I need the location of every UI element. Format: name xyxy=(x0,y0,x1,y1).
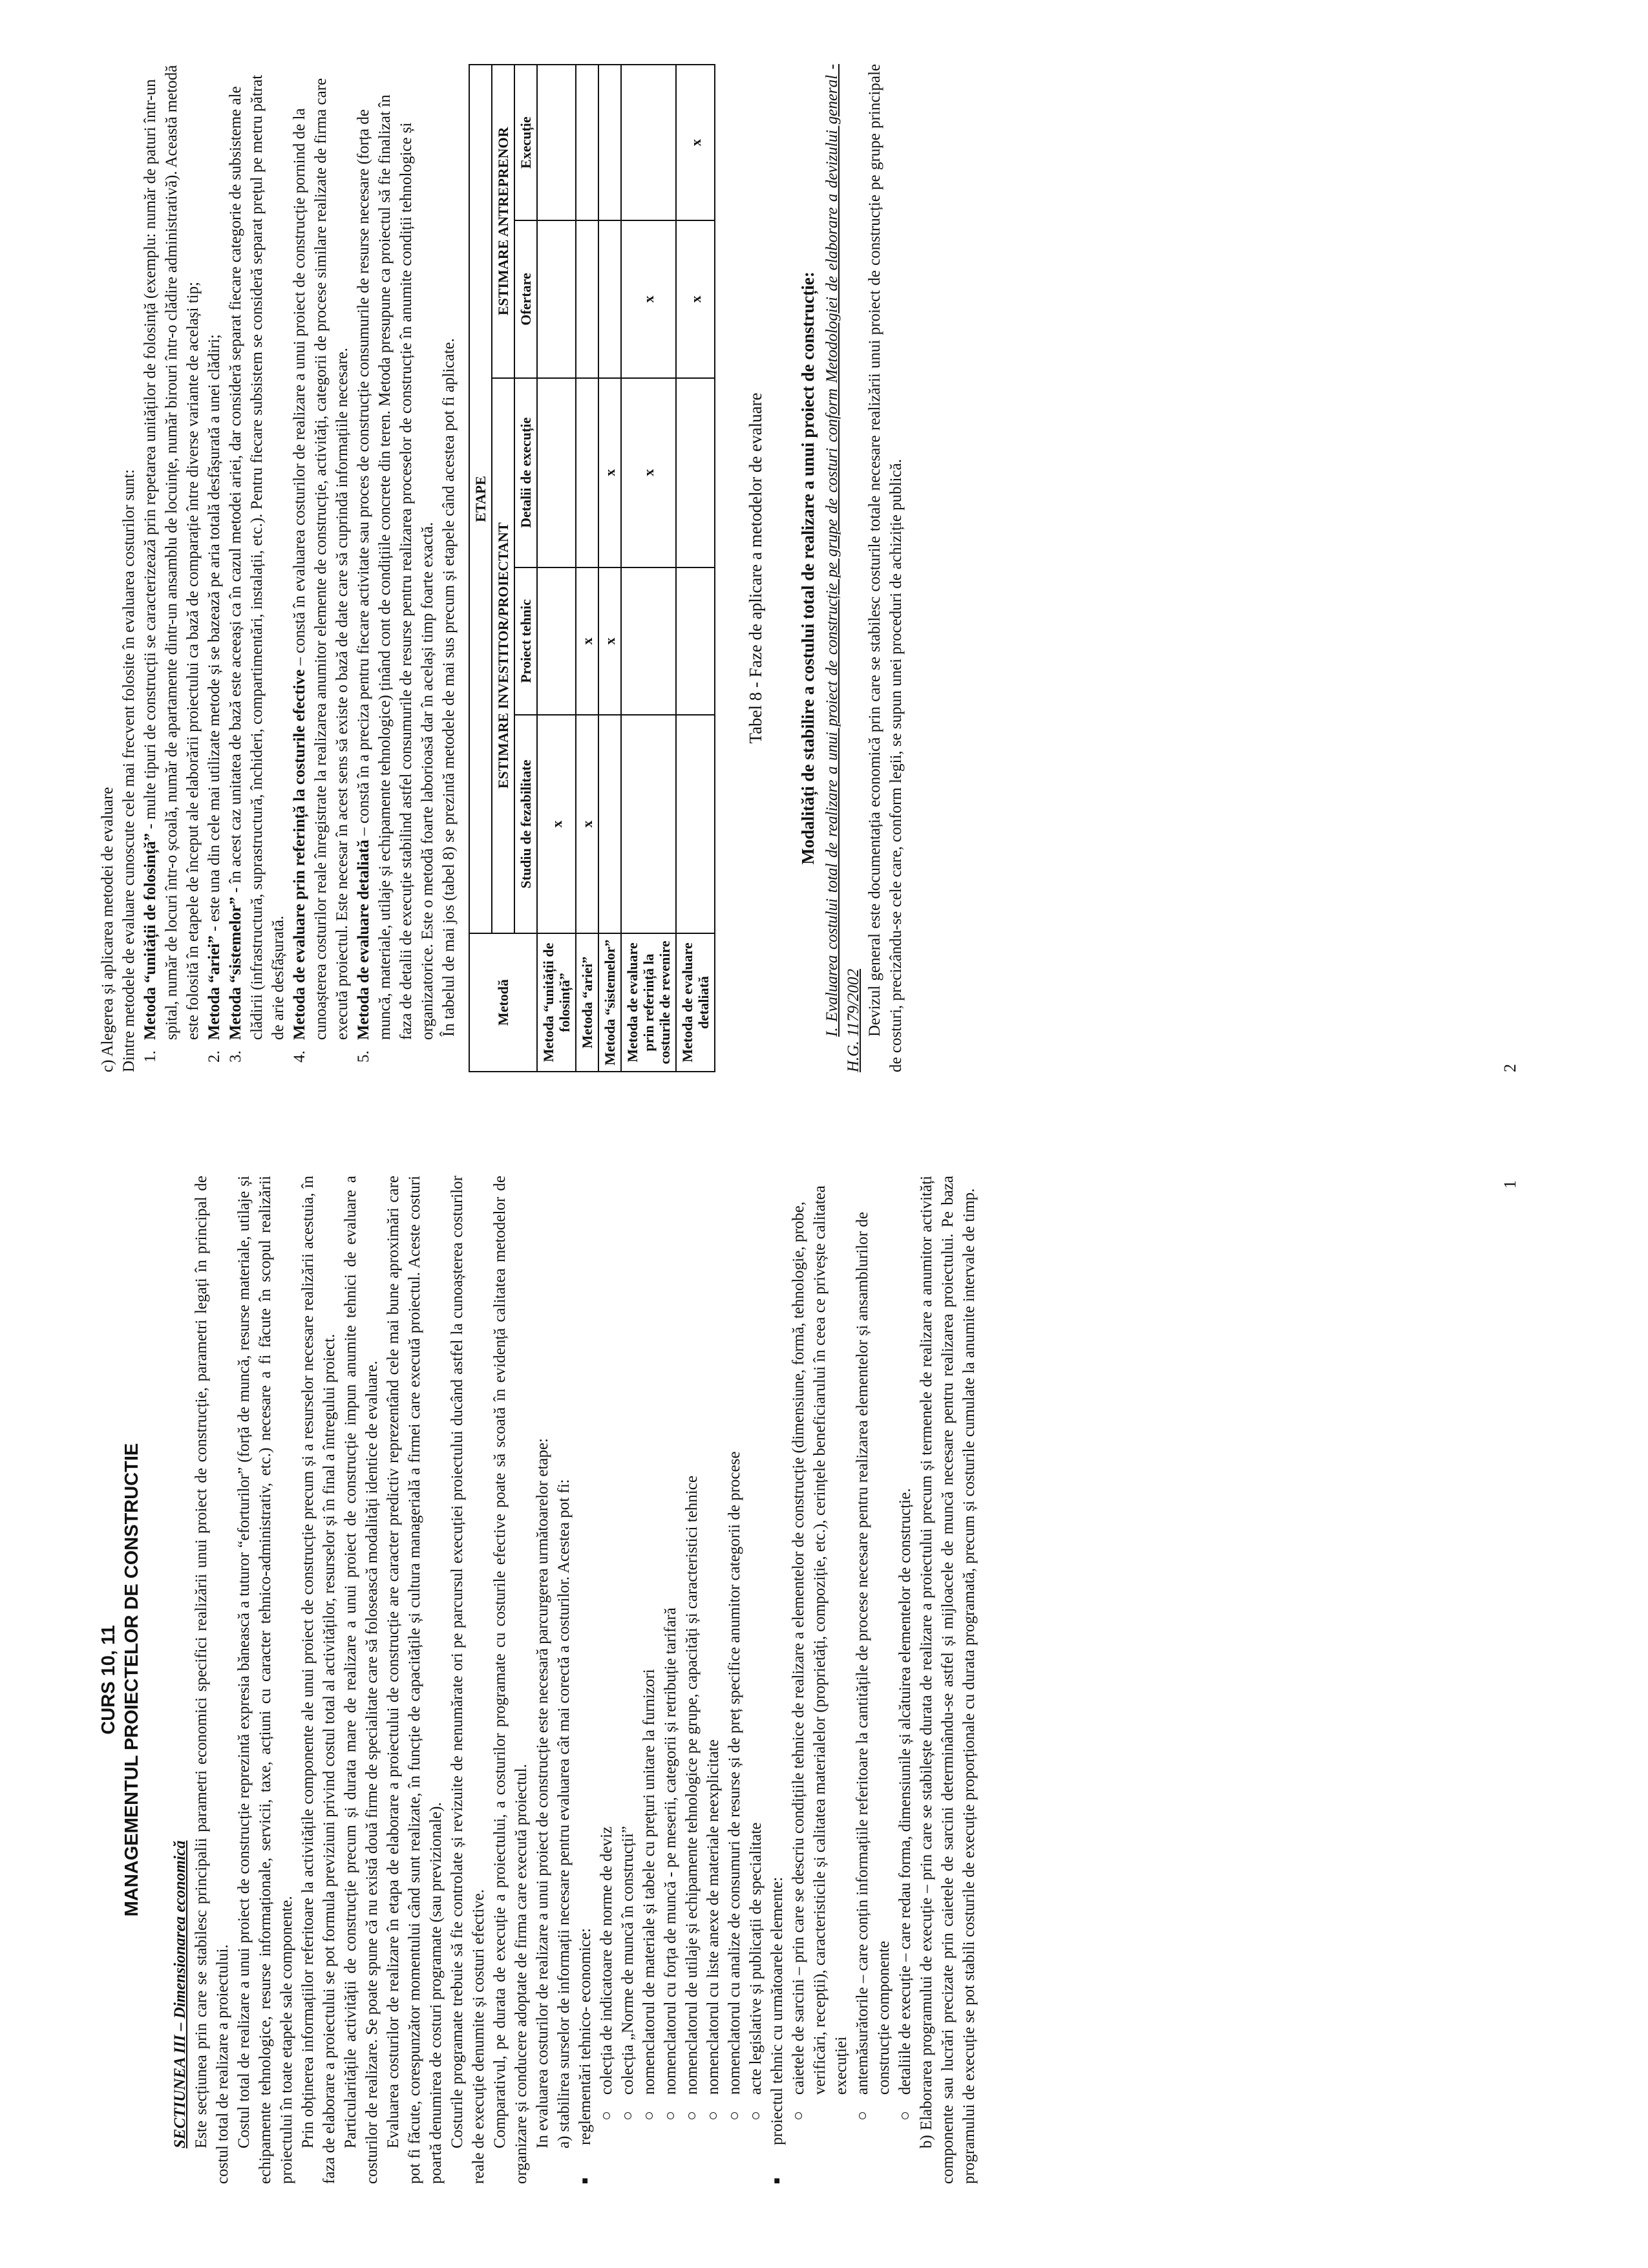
method-text: – constă în a preciza pentru fiecare activitate sau proces de construcție consumurile de resurse necesare (forța de muncă, materiale, utilaje și echipamente tehnologice) ținând cont de condițiile concrete din teren. Metoda presupune ca proiectul să fie finalizat în faza de detalii de execuție stabilind astfel consumurile de resurse pentru realizarea proceselor de construcție în anumite condiții tehnologice și organizatorice. Este o metodă foarte laborioasă dar în același timp foarte exactă. xyxy=(355,94,436,1040)
method-text: - în acest caz unitatea de bază este aceeași ca în cazul metodei ariei, dar consideră separat fiecare categorie de subsisteme ale clădirii (infrastructură, suprastructură, închideri, compartimentări, instalații, etc.). Pentru fiecare subsistem se consideră separat prețul pe metru pătrat de arie desfășurată. xyxy=(227,74,287,1040)
method-name: Metoda “unității de folosință” xyxy=(142,832,159,1040)
table-header: ETAPE xyxy=(469,65,492,933)
table-cell: x xyxy=(621,220,676,377)
paragraph: În tabelul de mai jos (tabel 8) se prezintă metodele de mai sus precum și etapele când acestea pot fi aplicate. xyxy=(440,338,458,1037)
table-cell xyxy=(598,220,621,377)
list-item: ○ colecția „Norme de muncă în construcții” xyxy=(617,1176,639,2145)
table-cell: x xyxy=(598,378,621,567)
sources-list xyxy=(575,1176,916,2184)
paragraph: Comparativul, pe durata de execuție a proiectului, a costurilor programate cu costurile efective poate să scoată în evidență calitatea metodelor de organizare și conducere adoptate de firma care execută proiectul. xyxy=(491,1176,530,2184)
table-cell xyxy=(676,378,715,567)
section-heading: SECTIUNEA III – Dimensionarea economică xyxy=(171,1840,189,2148)
table-cell xyxy=(537,378,576,567)
course-number: CURS 10, 11 xyxy=(98,1625,119,1735)
table-cell xyxy=(576,65,598,220)
table-cell: Metoda “unității de folosință” xyxy=(537,933,576,1072)
table-header: ESTIMARE INVESTITOR/PROIECTANT xyxy=(492,378,514,933)
table-cell: x xyxy=(621,378,676,567)
list-item: ○ nomenclatorul cu analize de consumuri de resurse și de preț specifice anumitor categorii de procese xyxy=(724,1176,745,2145)
list-item: ○ nomenclatorul de utilaje și echipamente tehnologice pe grupe, capacități și caracteristici tehnice xyxy=(681,1176,703,2145)
table-cell: Metoda de evaluare detaliată xyxy=(676,933,715,1072)
table-cell xyxy=(598,65,621,220)
table-row xyxy=(537,65,576,1072)
list-item: ○ nomenclatorul cu forța de muncă - pe meserii, categorii și retribuție tarifară xyxy=(660,1176,681,2145)
methods-list xyxy=(140,64,438,1072)
table-row xyxy=(576,65,598,1072)
method-text: – constă în evaluarea costurilor de realizare a unui proiect de construcție pornind de la cunoașterea costurilor reale înregistrate la realizarea anumitor elemente de construcție, activități, categorii de procese similare realizate de firma care execută proiectul. Este necesar în acest sens să existe o bază de date care să cuprindă informațiile necesare. xyxy=(291,78,351,1040)
table-cell: x xyxy=(598,567,621,715)
method-name: Metoda “sistemelor” xyxy=(227,896,244,1040)
list-item: ○ antemăsurătorile – care conțin informațiile referitoare la cantitățile de procese necesare pentru realizarea elementelor și ansamblurilor de construcție componente xyxy=(852,1176,894,2145)
table-header: Detalii de execuție xyxy=(514,378,537,567)
table-cell: Metoda “sistemelor” xyxy=(598,933,621,1072)
paragraph: a) stabilirea surselor de informații necesare pentru evaluarea cât mai corectă a costurilor. Acestea pot fi: xyxy=(555,1479,573,2148)
table-cell xyxy=(676,715,715,933)
table-cell xyxy=(576,378,598,567)
subsection-title: I. Evaluarea costului total de realizare a unui proiect de construcție pe grupe de costuri conform Metodologiei de elaborare a devizului general - H.G. 1179/2002 xyxy=(823,64,862,1072)
table-cell xyxy=(537,220,576,377)
method-name: Metoda “ariei” xyxy=(206,935,223,1040)
paragraph: Este secțiunea prin care se stabilesc principalii parametri economici specifici realizării unui proiect de construcție, parametri legați în principal de costul total de realizare a proiectului. xyxy=(193,1176,231,2184)
page-title: MANAGEMENTUL PROIECTELOR DE CONSTRUCTIE xyxy=(121,1443,142,1917)
list-item xyxy=(289,64,353,1046)
paragraph: Costurile programate trebuie să fie controlate și revizuite de nenumărate ori pe parcursul execuției proiectului ducând astfel la cunoașterea costurilor reale de execuție denumite și costuri efective. xyxy=(449,1176,487,2184)
list-item xyxy=(140,64,204,1046)
paragraph: Dintre metodele de evaluare cunoscute cele mai frecvent folosite în evaluarea costurilor sunt: xyxy=(120,469,138,1072)
subsection-heading: c) Alegerea și aplicarea metodei de evaluare xyxy=(99,787,116,1072)
list-item xyxy=(225,64,289,1046)
table-header: Proiect tehnic xyxy=(514,567,537,715)
table-header: Studiu de fezabilitate xyxy=(514,715,537,933)
table-cell xyxy=(621,65,676,220)
table-cell xyxy=(676,567,715,715)
list-item xyxy=(766,1176,916,2184)
table-cell xyxy=(621,715,676,933)
table-header: Ofertare xyxy=(514,220,537,377)
table-cell xyxy=(621,567,676,715)
list-item-label: proiectul tehnic cu următoarele elemente: xyxy=(768,1876,786,2145)
table-cell: Metoda de evaluare prin referință la costurile de revenire xyxy=(621,933,676,1072)
page-1 xyxy=(97,1176,1519,2184)
table-header: ESTIMARE ANTREPRENOR xyxy=(492,65,514,378)
table-caption: Tabel 8 - Faze de aplicare a metodelor de evaluare xyxy=(746,392,765,744)
list-item xyxy=(353,64,438,1046)
paragraph: b) Elaborarea programului de execuție – prin care se stabilește durata de realizare a proiectului precum și termenele de realizare a anumitor activități componente sau lucrări precizate prin caietele de sarcini determinându-se astfel și mijloacele de muncă necesare pentru realizarea proiectului. Pe baza programului de execuție se pot stabili costurile de execuție proporționale cu durata programată, precum și costurile cumulate la anumite intervale de timp. xyxy=(918,1176,978,2184)
list-item xyxy=(204,64,225,1046)
table-cell: x xyxy=(676,220,715,377)
list-item: ○ nomenclatorul cu liste anexe de materiale neexplicitate xyxy=(703,1176,724,2145)
paragraph: Devizul general este documentația economică prin care se stabilesc costurile totale necesare realizării unui proiect de construcție pe grupe principale de costuri, precizându-se cele care, conform legii, se supun unei proceduri de achiziție publică. xyxy=(866,64,905,1072)
list-item: ○ nomenclatorul de materiale și tabele cu prețuri unitare la furnizori xyxy=(639,1176,660,2145)
subheading: Modalități de stabilire a costului total de realizare a unui proiect de construcție: xyxy=(798,271,818,865)
table-cell: x xyxy=(537,715,576,933)
list-item-label: reglementări tehnico- economice: xyxy=(576,1928,594,2145)
sublist xyxy=(788,1176,916,2145)
table-row xyxy=(676,65,715,1072)
table-cell xyxy=(598,715,621,933)
paragraph: Costul total de realizare a unui proiect de construcție reprezintă expresia bănească a tuturor “eforturilor” (forță de muncă, resurse materiale, utilaje și echipamente tehnologice, resurse informaționale, servicii, taxe, acțiuni cu caracter tehnico-administrativ, etc.) necesare a fi făcute în scopul realizării proiectului în toate etapele sale componente. xyxy=(235,1176,295,2184)
table-header: Execuție xyxy=(514,65,537,220)
table-header: Metodă xyxy=(469,933,537,1072)
table-cell xyxy=(537,65,576,220)
table-row xyxy=(621,65,676,1072)
table-cell: x xyxy=(576,715,598,933)
sublist xyxy=(596,1176,766,2145)
table-cell: Metoda “ariei” xyxy=(576,933,598,1072)
paragraph: In evaluarea costurilor de realizare a unui proiect de construcție este necesară parcurgerea următoarelor etape: xyxy=(534,1438,551,2148)
list-item: ○ colecția de indicatoare de norme de deviz xyxy=(596,1176,617,2145)
paragraph: Prin obținerea informațiilor referitoare la activitățile componente ale unui proiect de construcție precum și a resurselor necesare realizării acestuia, în faza de elaborare a proiectului se pot formula previziuni privind costul total al activităților, resurselor și în final a întregului proiect. xyxy=(299,1176,338,2184)
page-number: 2 xyxy=(1501,1064,1519,1072)
paragraph: Particularitățile activității de construcție precum și durata mare de realizare a unui proiect de construcție impun anumite tehnici de evaluare a costurilor de realizare. Se poate spune că nu există două firme de specialitate care să folosească modalități identice de evaluare. xyxy=(342,1176,381,2184)
table-cell: x xyxy=(576,567,598,715)
table-cell xyxy=(576,220,598,377)
paragraph: Evaluarea costurilor de realizare în etapa de elaborare a proiectului de construcție are caracter predictiv reprezentând cele mai bune aproximări care pot fi făcute, corespunzător momentului când sunt realizate, în funcție de capacitățile și cultura managerială a firmei care execută proiectul. Aceste costuri poartă denumirea de costuri programate (sau previzionale). xyxy=(385,1176,445,2184)
table-cell: x xyxy=(676,65,715,220)
method-text: - multe tipuri de construcții se caracterizează prin repetarea unităților de folosință (exemplu: număr de paturi într-un spital, număr de locuri într-o școală, număr de apartamente dintr-un ansamblu de locuințe, număr birouri într-o clădire administrativă). Această metodă este folosită în etapele de început ale elaborării proiectului ca bază de comparație între diverse variante de același tip; xyxy=(142,65,202,1040)
table-cell xyxy=(537,567,576,715)
list-item: ○ detaliile de execuție – care redau forma, dimensiunile și alcătuirea elementelor de construcție. xyxy=(894,1176,916,2145)
page-number: 1 xyxy=(1501,1180,1519,1189)
table-row xyxy=(598,65,621,1072)
method-text: - este una din cele mai utilizate metode și se bazează pe aria totală desfășurată a unei clădiri; xyxy=(206,334,223,936)
list-item xyxy=(575,1176,766,2184)
method-name: Metoda de evaluare detaliată xyxy=(355,840,372,1040)
list-item: ○ caietele de sarcini – prin care se descriu condițiile tehnice de realizare a elementelor de construcție (dimensiune, formă, tehnologie, probe, verificări, recepții), caracteristicile și calitatea materialelor (proprietăți, compoziție, etc.), cerințele beneficiarului în ceea ce privește calitatea execuției xyxy=(788,1176,852,2145)
method-name: Metoda de evaluare prin referință la costurile efective xyxy=(291,669,308,1040)
list-item: ○ acte legislative și publicații de specialitate xyxy=(745,1176,766,2145)
methods-table xyxy=(469,64,715,1072)
page-2 xyxy=(97,64,1519,1072)
